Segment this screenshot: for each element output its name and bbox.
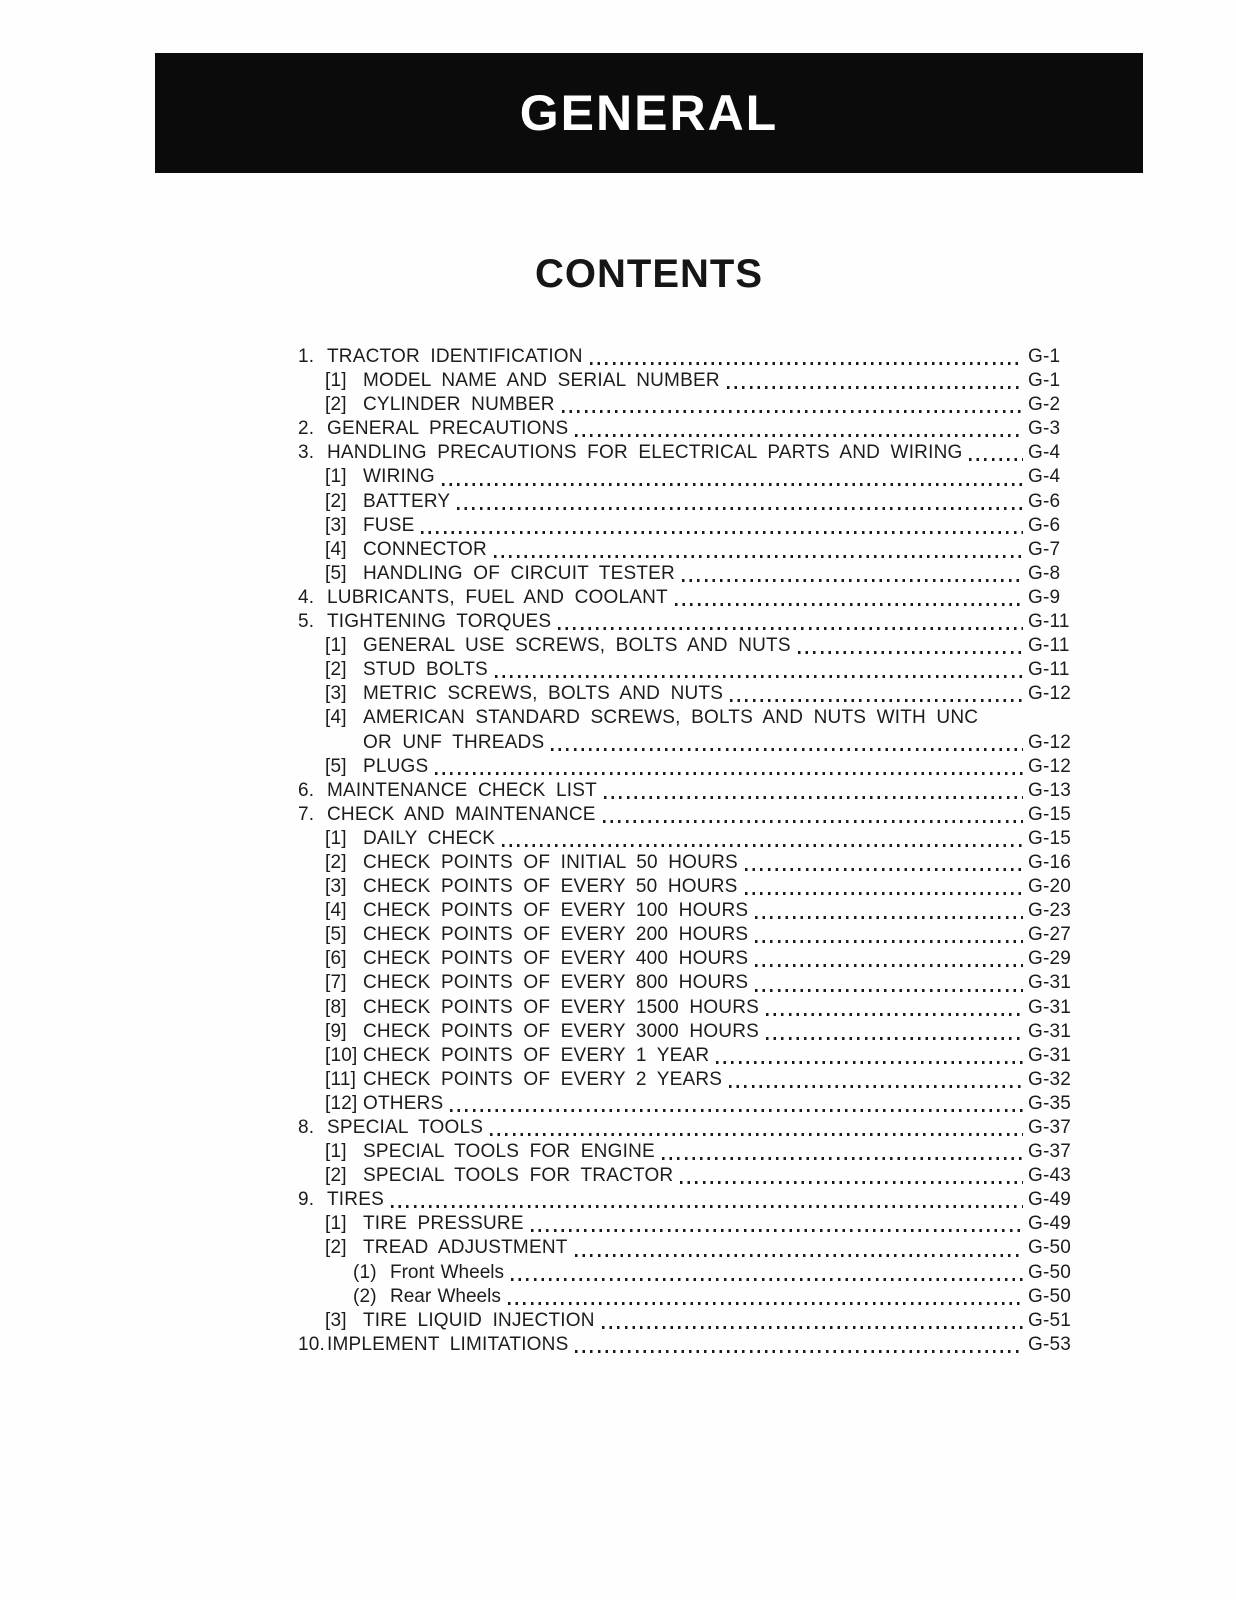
toc-entry-number: [9] <box>325 1020 347 1042</box>
toc-entry <box>298 923 1080 947</box>
toc-entry-page: G-11 <box>1028 659 1070 681</box>
toc-entry-page: G-9 <box>1028 586 1061 608</box>
dot-leader <box>755 940 1023 943</box>
toc-entry <box>298 514 1080 538</box>
toc-entry-page: G-15 <box>1028 827 1072 849</box>
toc-entry-number: [1] <box>325 827 347 849</box>
toc-entry-number: 10. <box>298 1333 326 1355</box>
toc-entry-title: CHECK POINTS OF EVERY 800 HOURS <box>363 972 749 994</box>
toc-entry-title: CHECK POINTS OF EVERY 1 YEAR <box>363 1044 710 1066</box>
toc-entry <box>298 996 1080 1020</box>
toc-entry-title: BATTERY <box>363 490 451 512</box>
toc-entry-page: G-12 <box>1028 731 1072 753</box>
toc-entry-page: G-50 <box>1028 1261 1072 1283</box>
toc-entry <box>298 1116 1080 1140</box>
toc-entry-number: [4] <box>325 707 347 729</box>
dot-leader <box>531 1229 1023 1232</box>
toc-entry-page: G-20 <box>1028 876 1072 898</box>
toc-entry <box>298 610 1080 634</box>
toc-entry-page: G-31 <box>1028 972 1072 994</box>
toc-entry <box>298 634 1080 658</box>
dot-leader <box>603 820 1023 823</box>
toc-entry <box>298 1333 1080 1357</box>
dot-leader <box>575 434 1023 437</box>
toc-entry-number: (1) <box>353 1261 377 1283</box>
toc-entry-title: TIGHTENING TORQUES <box>327 611 552 633</box>
toc-entry-title: WIRING <box>363 466 435 488</box>
toc-entry <box>298 1020 1080 1044</box>
toc-entry <box>298 899 1080 923</box>
toc-entry-page: G-1 <box>1028 346 1061 367</box>
toc-entry-title: CHECK POINTS OF EVERY 400 HOURS <box>363 948 749 970</box>
toc-entry-page: G-11 <box>1028 635 1070 657</box>
toc-entry <box>298 755 1080 779</box>
toc-entry-number: [3] <box>325 683 347 705</box>
toc-entry-title: SPECIAL TOOLS FOR TRACTOR <box>363 1165 674 1187</box>
dot-leader <box>604 796 1023 799</box>
toc-entry-title: TIRES <box>327 1189 384 1211</box>
toc-entry-page: G-50 <box>1028 1285 1072 1307</box>
toc-entry <box>298 658 1080 682</box>
dot-leader <box>727 386 1023 389</box>
toc-entry-title: TREAD ADJUSTMENT <box>363 1237 568 1259</box>
dot-leader <box>798 651 1023 654</box>
dot-leader <box>985 724 1023 727</box>
dot-leader <box>457 507 1023 510</box>
toc-entry-number: [2] <box>325 1237 347 1259</box>
toc-entry-page: G-49 <box>1028 1189 1072 1211</box>
dot-leader <box>755 964 1023 967</box>
toc-entry <box>298 417 1080 441</box>
toc-entry-number: [1] <box>325 635 347 657</box>
toc-entry-page: G-6 <box>1028 514 1061 536</box>
toc-entry <box>298 706 1080 730</box>
toc-entry-page: G-31 <box>1028 996 1072 1018</box>
dot-leader <box>435 772 1023 775</box>
toc-entry-number: [7] <box>325 972 347 994</box>
dot-leader <box>755 916 1023 919</box>
dot-leader <box>745 868 1023 871</box>
toc-entry-page: G-23 <box>1028 900 1072 922</box>
toc-entry-page: G-12 <box>1028 755 1072 777</box>
toc-entry-number: [1] <box>325 370 347 392</box>
toc-entry <box>298 731 1080 755</box>
toc-entry-title: IMPLEMENT LIMITATIONS <box>327 1333 569 1355</box>
toc-entry-page: G-43 <box>1028 1165 1072 1187</box>
toc-entry <box>298 586 1080 610</box>
toc-entry-title: FUSE <box>363 514 415 536</box>
toc-entry-page: G-3 <box>1028 418 1061 440</box>
toc-entry-page: G-51 <box>1028 1309 1072 1331</box>
toc-entry-title: MODEL NAME AND SERIAL NUMBER <box>363 370 720 392</box>
dot-leader <box>730 699 1023 702</box>
dot-leader <box>716 1061 1023 1064</box>
toc-entry-number: [3] <box>325 514 347 536</box>
toc-entry-page: G-31 <box>1028 1044 1072 1066</box>
toc-entry-page: G-15 <box>1028 803 1072 825</box>
toc-entry-title: CONNECTOR <box>363 538 487 560</box>
dot-leader <box>575 1350 1023 1353</box>
dot-leader <box>602 1326 1023 1329</box>
dot-leader <box>575 1254 1023 1257</box>
toc-entry-title: TRACTOR IDENTIFICATION <box>327 346 583 367</box>
dot-leader <box>495 675 1023 678</box>
dot-leader <box>675 603 1023 606</box>
dot-leader <box>562 410 1023 413</box>
toc-entry <box>298 1188 1080 1212</box>
toc-entry <box>298 1068 1080 1092</box>
dot-leader <box>502 844 1023 847</box>
toc-entry-title: CHECK POINTS OF EVERY 200 HOURS <box>363 924 749 946</box>
dot-leader <box>682 579 1023 582</box>
table-of-contents <box>298 345 1080 1357</box>
toc-entry-page: G-13 <box>1028 779 1072 801</box>
toc-entry <box>298 1212 1080 1236</box>
toc-entry-number: [11] <box>325 1068 357 1090</box>
toc-entry-number: [8] <box>325 996 347 1018</box>
toc-entry-title: HANDLING PRECAUTIONS FOR ELECTRICAL PARTS AND WIRING <box>327 442 963 464</box>
dot-leader <box>745 892 1024 895</box>
toc-entry-page: G-50 <box>1028 1237 1072 1259</box>
toc-entry-page: G-53 <box>1028 1333 1072 1355</box>
toc-entry <box>298 562 1080 586</box>
toc-entry-number: [4] <box>325 538 347 560</box>
dot-leader <box>662 1157 1023 1160</box>
toc-entry-number: [5] <box>325 924 347 946</box>
toc-entry-number: 8. <box>298 1117 315 1138</box>
toc-entry-page: G-16 <box>1028 851 1072 873</box>
dot-leader <box>490 1133 1023 1136</box>
toc-entry-title: AMERICAN STANDARD SCREWS, BOLTS AND NUTS WITH UNC <box>363 707 979 729</box>
dot-leader <box>511 1278 1023 1281</box>
toc-entry-number: [2] <box>325 490 347 512</box>
toc-entry-number: [5] <box>325 755 347 777</box>
toc-entry-number: [2] <box>325 659 347 681</box>
toc-entry-page: G-31 <box>1028 1020 1072 1042</box>
toc-entry-number: [2] <box>325 1165 347 1187</box>
toc-entry-page: G-12 <box>1028 683 1072 705</box>
toc-entry-page: G-11 <box>1028 611 1070 633</box>
dot-leader <box>680 1181 1023 1184</box>
section-header-bar <box>155 53 1143 173</box>
toc-entry <box>298 490 1080 514</box>
toc-entry <box>298 1309 1080 1333</box>
toc-entry-number: 5. <box>298 611 315 633</box>
toc-entry-number: [10] <box>325 1044 358 1066</box>
dot-leader <box>755 989 1023 992</box>
toc-entry-page: G-4 <box>1028 442 1061 464</box>
toc-entry-title: STUD BOLTS <box>363 659 488 681</box>
toc-entry-number: [1] <box>325 466 347 488</box>
toc-entry-number: [6] <box>325 948 347 970</box>
toc-entry-page: G-37 <box>1028 1141 1072 1163</box>
toc-entry <box>298 682 1080 706</box>
toc-entry-title: LUBRICANTS, FUEL AND COOLANT <box>327 586 668 608</box>
dot-leader <box>766 1013 1023 1016</box>
toc-entry <box>298 441 1080 465</box>
toc-entry <box>298 1236 1080 1260</box>
toc-entry-number: 3. <box>298 442 315 464</box>
toc-entry-number: 2. <box>298 418 315 440</box>
toc-entry-title: SPECIAL TOOLS <box>327 1117 484 1138</box>
toc-entry-page: G-37 <box>1028 1117 1072 1138</box>
toc-entry-title: CYLINDER NUMBER <box>363 394 555 416</box>
toc-entry-number: [2] <box>325 851 347 873</box>
toc-entry-title: CHECK POINTS OF EVERY 1500 HOURS <box>363 996 760 1018</box>
toc-entry <box>298 1164 1080 1188</box>
dot-leader <box>590 362 1023 365</box>
dot-leader <box>391 1205 1023 1208</box>
toc-entry-number: 9. <box>298 1189 315 1211</box>
toc-entry-page: G-49 <box>1028 1213 1072 1235</box>
toc-entry <box>298 779 1080 803</box>
toc-entry-title: PLUGS <box>363 755 429 777</box>
toc-entry-title: OR UNF THREADS <box>363 731 545 753</box>
toc-entry-number: [5] <box>325 562 347 584</box>
toc-entry <box>298 1092 1080 1116</box>
toc-entry-page: G-35 <box>1028 1092 1072 1114</box>
toc-entry-number: 7. <box>298 803 315 825</box>
toc-entry-page: G-6 <box>1028 490 1061 512</box>
toc-entry-number: [2] <box>325 394 347 416</box>
toc-entry <box>298 369 1080 393</box>
toc-entry-page: G-27 <box>1028 924 1072 946</box>
dot-leader <box>969 458 1023 461</box>
toc-entry-page: G-7 <box>1028 538 1061 560</box>
toc-entry-title: DAILY CHECK <box>363 827 496 849</box>
toc-entry-title: CHECK POINTS OF EVERY 50 HOURS <box>363 876 738 898</box>
section-title: GENERAL <box>519 85 779 141</box>
dot-leader <box>766 1037 1023 1040</box>
toc-entry-number: 6. <box>298 779 315 801</box>
toc-entry-number: [1] <box>325 1141 347 1163</box>
toc-entry <box>298 393 1080 417</box>
toc-entry-number: [3] <box>325 1309 347 1331</box>
toc-entry-title: HANDLING OF CIRCUIT TESTER <box>363 562 675 584</box>
toc-entry-title: CHECK POINTS OF EVERY 100 HOURS <box>363 900 749 922</box>
toc-entry <box>298 1044 1080 1068</box>
toc-entry <box>298 465 1080 489</box>
contents-heading: CONTENTS <box>535 252 763 296</box>
toc-entry <box>298 851 1080 875</box>
toc-entry-number: [3] <box>325 876 347 898</box>
dot-leader <box>494 555 1023 558</box>
toc-entry-page: G-29 <box>1028 948 1072 970</box>
toc-entry-page: G-32 <box>1028 1068 1072 1090</box>
toc-entry-page: G-4 <box>1028 466 1061 488</box>
toc-entry-number: 1. <box>298 346 315 367</box>
toc-entry <box>298 538 1080 562</box>
toc-entry <box>298 1285 1080 1309</box>
dot-leader <box>421 531 1023 534</box>
toc-entry-title: Rear Wheels <box>390 1285 501 1307</box>
toc-entry <box>298 971 1080 995</box>
toc-entry <box>298 827 1080 851</box>
toc-entry-number: (2) <box>353 1285 377 1307</box>
toc-entry-title: MAINTENANCE CHECK LIST <box>327 779 597 801</box>
dot-leader <box>729 1085 1023 1088</box>
toc-entry-title: CHECK AND MAINTENANCE <box>327 803 596 825</box>
dot-leader <box>558 627 1023 630</box>
toc-entry-page: G-2 <box>1028 394 1061 416</box>
toc-entry <box>298 1140 1080 1164</box>
toc-entry-number: [4] <box>325 900 347 922</box>
dot-leader <box>551 748 1023 751</box>
toc-entry <box>298 1261 1080 1285</box>
toc-entry-title: Front Wheels <box>390 1261 504 1283</box>
toc-entry-title: METRIC SCREWS, BOLTS AND NUTS <box>363 683 724 705</box>
toc-entry-title: GENERAL USE SCREWS, BOLTS AND NUTS <box>363 635 791 657</box>
dot-leader <box>442 483 1023 486</box>
toc-entry-number: 4. <box>298 586 315 608</box>
toc-entry-title: GENERAL PRECAUTIONS <box>327 418 569 440</box>
toc-entry <box>298 875 1080 899</box>
toc-entry-page: G-8 <box>1028 562 1061 584</box>
toc-entry-number: [1] <box>325 1213 347 1235</box>
toc-entry <box>298 803 1080 827</box>
toc-entry-title: CHECK POINTS OF INITIAL 50 HOURS <box>363 851 738 873</box>
toc-entry-title: CHECK POINTS OF EVERY 2 YEARS <box>363 1068 723 1090</box>
toc-entry <box>298 345 1080 369</box>
toc-entry-title: TIRE LIQUID INJECTION <box>363 1309 595 1331</box>
toc-entry-title: OTHERS <box>363 1092 444 1114</box>
toc-entry-page: G-1 <box>1028 370 1061 392</box>
dot-leader <box>508 1302 1023 1305</box>
toc-entry-title: CHECK POINTS OF EVERY 3000 HOURS <box>363 1020 760 1042</box>
toc-entry-title: TIRE PRESSURE <box>363 1213 524 1235</box>
toc-entry-title: SPECIAL TOOLS FOR ENGINE <box>363 1141 655 1163</box>
toc-entry <box>298 947 1080 971</box>
toc-entry-number: [12] <box>325 1092 358 1114</box>
dot-leader <box>450 1109 1023 1112</box>
